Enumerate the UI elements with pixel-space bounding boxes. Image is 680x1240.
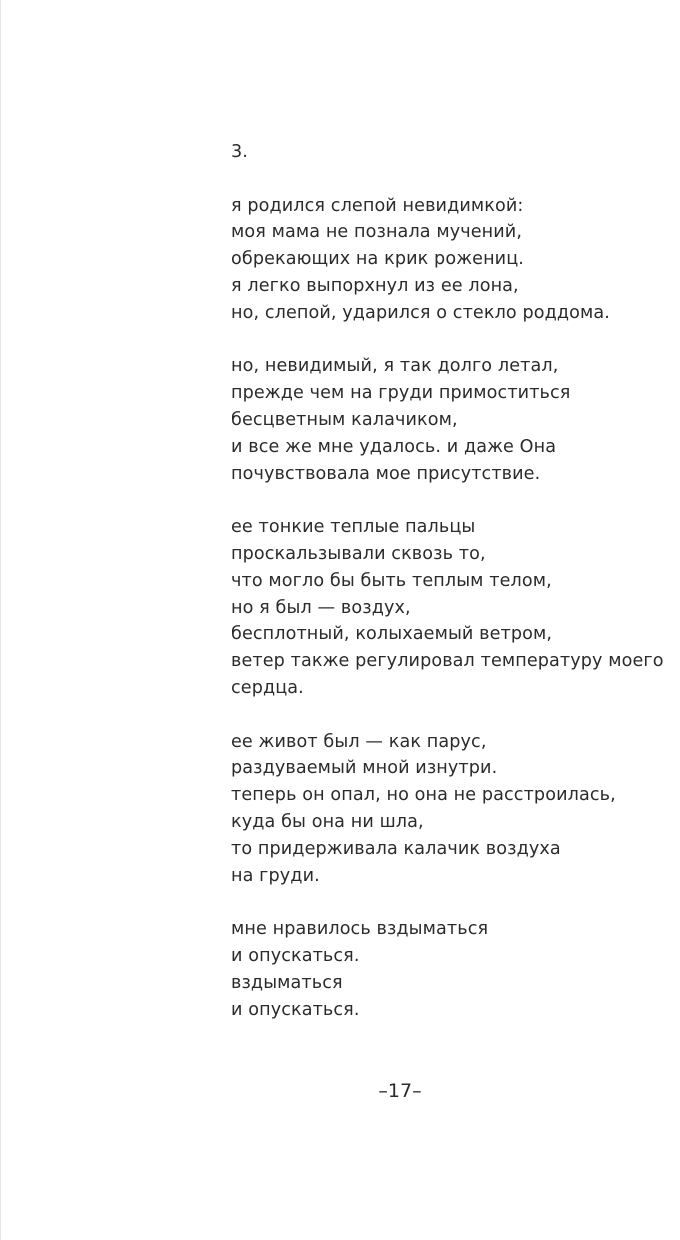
poem-line: но, невидимый, я так долго летал, (231, 356, 559, 377)
poem-line: теперь он опал, но она не расстроилась, (231, 785, 616, 806)
poem-line: и опускаться. (231, 945, 360, 966)
stanza-3 (231, 514, 680, 702)
poem-line: раздуваемый мной изнутри. (231, 758, 498, 779)
poem-line: моя мама не познала мучений, (231, 222, 523, 243)
poem-line: ветер также регулировал температуру моего (231, 651, 664, 672)
poem-line: обрекающих на крик рожениц. (231, 249, 524, 270)
poem-line: ее живот был — как парус, (231, 731, 487, 752)
poem-line: вздыматься (231, 972, 343, 993)
poem-line: но, слепой, ударился о стекло роддома. (231, 302, 610, 323)
poem-line: то придерживала калачик воздуха (231, 838, 561, 859)
stanza-4 (231, 729, 680, 890)
poem-line: я легко выпорхнул из ее лона, (231, 275, 519, 296)
poem-line: бесцветным калачиком, (231, 409, 458, 430)
poem-line: и опускаться. (231, 999, 360, 1020)
poem-line: бесплотный, колыхаемый ветром, (231, 624, 553, 645)
poem-line: куда бы она ни шла, (231, 811, 424, 832)
poem-line: я родился слепой невидимкой: (231, 195, 524, 216)
page-number: –17– (378, 1080, 422, 1102)
poem-line: прежде чем на груди примоститься (231, 383, 571, 404)
poem-line: и все же мне удалось. и даже Она (231, 436, 557, 457)
stanza-1 (231, 193, 680, 327)
poem-line: мне нравилось вздыматься (231, 919, 489, 940)
poem-line: на груди. (231, 865, 320, 886)
poem-line: почувствовала мое присутствие. (231, 463, 541, 484)
poem-line: ее тонкие теплые пальцы (231, 517, 476, 538)
poem (231, 139, 680, 1050)
poem-line: проскальзывали сквозь то, (231, 543, 486, 564)
poem-line: что могло бы быть теплым телом, (231, 570, 552, 591)
poem-line: сердца. (231, 677, 304, 698)
stanza-2 (231, 353, 680, 487)
poem-line: но я был — воздух, (231, 597, 411, 618)
poem-number: 3. (231, 142, 248, 162)
stanza-5 (231, 916, 680, 1023)
